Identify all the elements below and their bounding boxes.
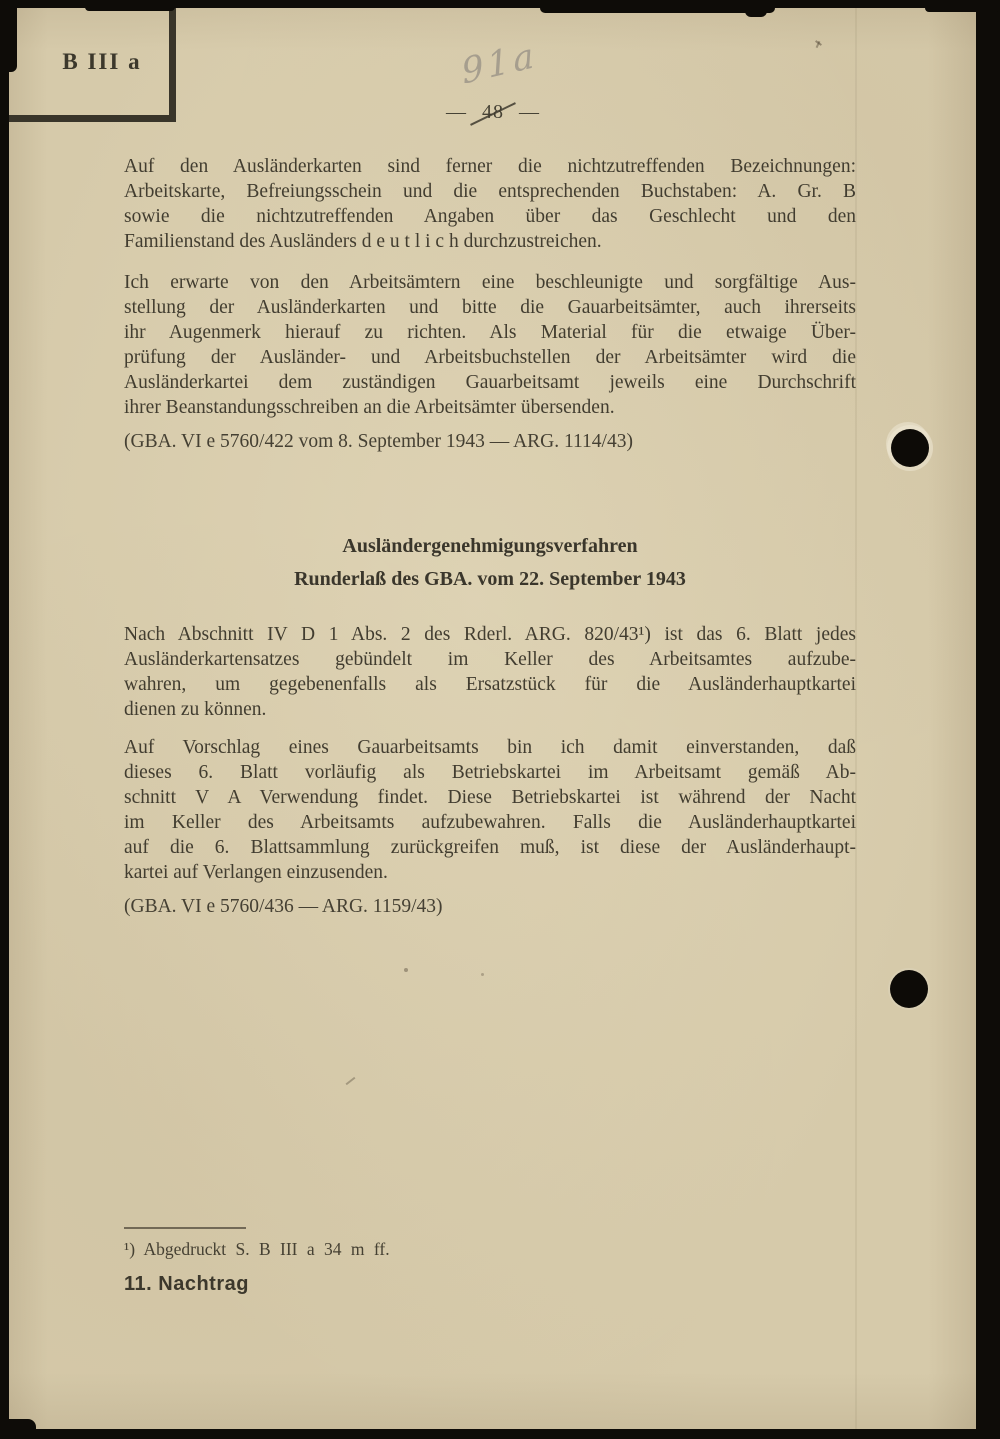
scan-edge-artifact — [0, 0, 17, 72]
text-line: Auf den Ausländerkarten sind ferner die nichtzutreffenden Bezeichnungen: — [124, 156, 856, 177]
text-line: Ausländerkartensatzes gebündelt im Keller des Arbeitsamtes aufzube- — [124, 649, 856, 670]
text-line: Auf Vorschlag eines Gauarbeitsamts bin ich damit einverstanden, daß — [124, 737, 856, 758]
scan-edge-artifact — [85, 0, 175, 11]
reference-line-2: (GBA. VI e 5760/436 — ARG. 1159/43) — [124, 896, 443, 917]
text-line: sowie die nichtzutreffenden Angaben über das Geschlecht und den — [124, 206, 856, 227]
text-line: Familienstand des Ausländers d e u t l i c h durchzustreichen. — [124, 231, 602, 252]
scan-edge-artifact — [925, 0, 1000, 12]
reference-line-1: (GBA. VI e 5760/422 vom 8. September 1943 — ARG. 1114/43) — [124, 431, 633, 452]
text-line: dieses 6. Blatt vorläufig als Betriebskartei im Arbeitsamt gemäß Ab- — [124, 762, 856, 783]
page-number-value-struck: 48 — [482, 101, 504, 123]
text-line: ihr Augenmerk hierauf zu richten. Als Material für die etwaige Über- — [124, 322, 856, 343]
page-number-dash-left: — — [446, 101, 467, 123]
section-heading: Ausländergenehmigungsverfahren — [342, 535, 638, 557]
classification-box — [9, 8, 176, 122]
footnote-divider — [124, 1227, 246, 1229]
text-line: auf die 6. Blattsammlung zurückgreifen muß, ist diese der Ausländerhaupt- — [124, 837, 856, 858]
paper-speck — [481, 973, 484, 976]
text-line: im Keller des Arbeitsamts aufzubewahren. Falls die Ausländerhauptkartei — [124, 812, 856, 833]
paragraph-1 — [124, 154, 856, 254]
text-line: prüfung der Ausländer- und Arbeitsbuchstellen der Arbeitsämter wird die — [124, 347, 856, 368]
punch-hole-bottom — [890, 970, 928, 1008]
text-line: schnitt V A Verwendung findet. Diese Betriebskartei ist während der Nacht — [124, 787, 856, 808]
section-subheading: Runderlaß des GBA. vom 22. September 1943 — [294, 568, 686, 590]
paper-speck — [346, 1077, 356, 1085]
paragraph-3 — [124, 622, 856, 722]
text-line: Ich erwarte von den Arbeitsämtern eine beschleunigte und sorgfältige Aus- — [124, 272, 856, 293]
text-line: dienen zu können. — [124, 699, 267, 720]
text-line: Nach Abschnitt IV D 1 Abs. 2 des Rderl. ARG. 820/43¹) ist das 6. Blatt jedes — [124, 624, 856, 645]
scan-edge-artifact — [745, 0, 767, 17]
footnote-text: ¹) Abgedruckt S. B III a 34 m ff. — [124, 1239, 390, 1259]
classification-label: B III a — [62, 48, 142, 74]
paragraph-4 — [124, 735, 856, 885]
paper-speck — [404, 968, 408, 972]
text-line: kartei auf Verlangen einzusenden. — [124, 862, 388, 883]
paragraph-2 — [124, 270, 856, 420]
text-line: wahren, um gegebenenfalls als Ersatzstück für die Ausländerhauptkartei — [124, 674, 856, 695]
page-number-dash-right: — — [519, 101, 540, 123]
page-number — [393, 101, 593, 124]
handwritten-page-number: 91a — [459, 35, 540, 93]
text-line: ihrer Beanstandungsschreiben an die Arbeitsämter übersenden. — [124, 397, 615, 418]
text-line: stellung der Ausländerkarten und bitte die Gauarbeitsämter, auch ihrerseits — [124, 297, 856, 318]
scan-edge-artifact — [0, 1419, 36, 1439]
scan-edge-artifact — [540, 0, 775, 13]
text-line: Arbeitskarte, Befreiungsschein und die entsprechenden Buchstaben: A. Gr. B — [124, 181, 856, 202]
supplement-label: 11. Nachtrag — [124, 1273, 249, 1295]
text-line: Ausländerkartei dem zuständigen Gauarbeitsamt jeweils eine Durchschrift — [124, 372, 856, 393]
paper-crease — [855, 8, 857, 1429]
paper-sheet — [9, 8, 976, 1429]
punch-hole-top — [891, 429, 929, 467]
